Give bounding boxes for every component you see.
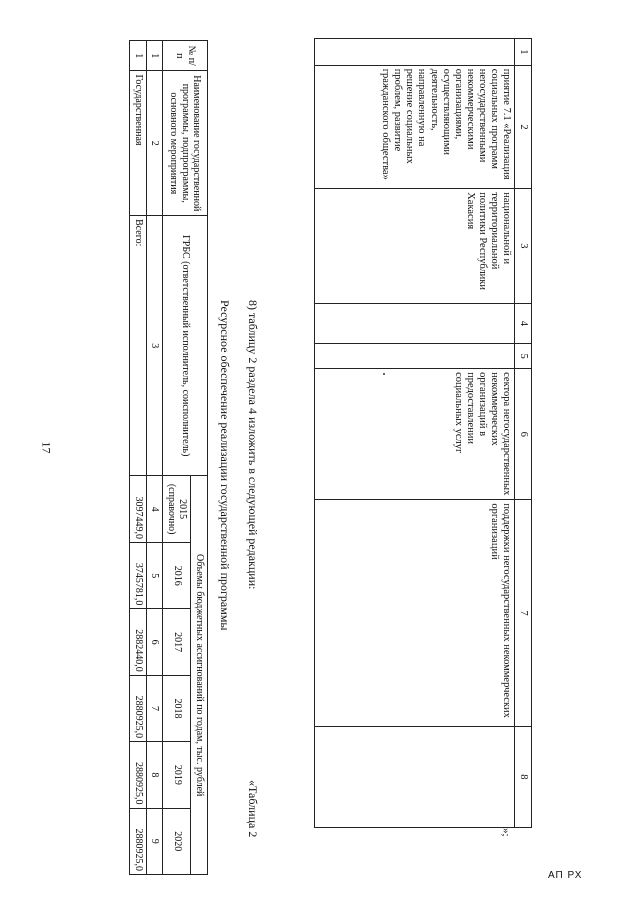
t1-header-5: 5 — [514, 344, 531, 369]
t2-colnum-6: 6 — [147, 609, 164, 675]
t2-row1-grbs: Всего: — [130, 216, 147, 476]
table-1-header-row — [514, 39, 531, 828]
t2-colnum-2: 2 — [147, 71, 164, 216]
t1-cell-1 — [314, 39, 514, 66]
t2-colnum-1: 1 — [147, 41, 164, 71]
instruction-text: 8) таблицу 2 раздела 4 изложить в следующей редакции: — [246, 300, 260, 590]
section-title: Ресурсное обеспечение реализации государственной программы — [218, 300, 232, 631]
table-row — [130, 41, 147, 875]
footer-mark: АП РХ — [548, 870, 583, 881]
t2-colnum-3: 3 — [147, 216, 164, 476]
t2-year-2019: 2019 — [163, 742, 191, 808]
t2-colnum-5: 5 — [147, 543, 164, 609]
t1-header-7: 7 — [514, 500, 531, 726]
t2-year-2020: 2020 — [163, 808, 191, 874]
page-number: 17 — [39, 441, 54, 454]
t2-row1-value-2015: 3097449,0 — [130, 476, 147, 543]
t2-year-2016: 2016 — [163, 543, 191, 609]
table-2-header-row — [191, 41, 208, 875]
t1-header-8: 8 — [514, 726, 531, 827]
t2-row1-value-2016: 3745781,0 — [130, 543, 147, 609]
t1-header-2: 2 — [514, 65, 531, 188]
t2-row1-value-2017: 2882440,0 — [130, 609, 147, 675]
t1-cell-8 — [314, 726, 514, 827]
t2-row1-value-2019: 2880925,0 — [130, 742, 147, 808]
t2-header-grbs: ГРБС (ответственный исполнитель, соисполнитель) — [163, 216, 208, 476]
table-2-resource-provision — [130, 40, 209, 875]
t2-header-name: Наименование государственной программы, подпрограммы, основного мероприятия — [163, 71, 208, 216]
t2-row1-value-2020: 2880925,0 — [130, 808, 147, 874]
t2-colnum-9: 9 — [147, 808, 164, 874]
table-1-end-mark: »; — [500, 828, 512, 837]
t1-cell-5 — [314, 344, 514, 369]
t2-colnum-4: 4 — [147, 476, 164, 543]
t2-year-2015: 2015 (справочно) — [163, 476, 191, 543]
t1-cell-2: приятие 7.1 «Реализация социальных программ негосударственными некоммерческими организациями, осуществляющими деятельность, направленную на решение социальных проблем, развитие гражданского общества» — [314, 65, 514, 188]
table-label: «Таблица 2 — [246, 780, 260, 838]
t2-header-volumes: Объемы бюджетных ассигнований по годам, тыс. рублей — [191, 476, 208, 875]
t2-row1-no: 1 — [130, 41, 147, 71]
t2-row1-name: Государственная — [130, 71, 147, 216]
t2-year-2018: 2018 — [163, 675, 191, 741]
t1-cell-3: национальной и территориальной политики Республики Хакасия — [314, 189, 514, 303]
t1-header-1: 1 — [514, 39, 531, 66]
t1-cell-6: сектора негосударственных некоммерческих организаций в предоставлении социальных услуг — [314, 369, 514, 500]
table-2-column-number-row — [147, 41, 164, 875]
t1-cell-7: поддержки негосударственных некоммерческих организаций — [314, 500, 514, 726]
t2-colnum-8: 8 — [147, 742, 164, 808]
t2-header-no: № п/п — [163, 41, 208, 71]
t1-cell-4 — [314, 303, 514, 344]
t2-row1-value-2018: 2880925,0 — [130, 675, 147, 741]
table-row — [314, 39, 514, 828]
t2-colnum-7: 7 — [147, 675, 164, 741]
t1-header-4: 4 — [514, 303, 531, 344]
table-1-continuation — [314, 38, 532, 828]
t2-year-2017: 2017 — [163, 609, 191, 675]
t1-header-3: 3 — [514, 189, 531, 303]
t1-header-6: 6 — [514, 369, 531, 500]
